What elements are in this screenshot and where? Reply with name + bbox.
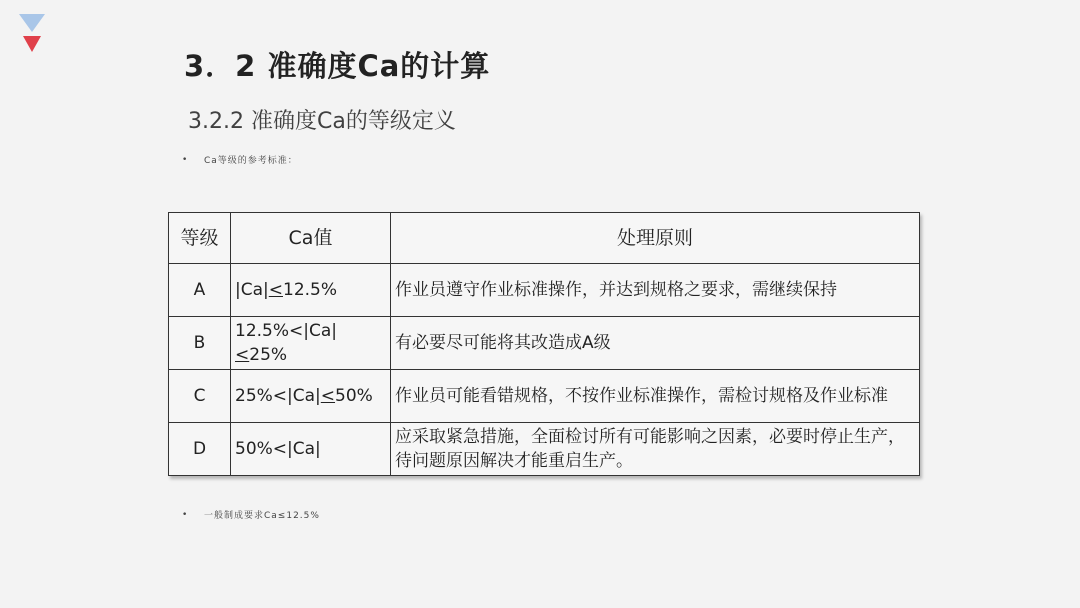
table-header-row (169, 213, 920, 264)
bullet-text: 一般制成要求Ca≤12.5% (204, 511, 320, 521)
principle-cell: 作业员遵守作业标准操作，并达到规格之要求，需继续保持 (391, 264, 920, 317)
ca-value-cell: 25%<|Ca|<50% (231, 370, 391, 423)
bullet-reference (182, 153, 298, 166)
logo-icon (19, 14, 45, 54)
principle-cell: 有必要尽可能将其改造成A级 (391, 317, 920, 370)
grade-cell: D (169, 423, 231, 476)
ca-value-cell: 12.5%<|Ca|<25% (231, 317, 391, 370)
bullet-requirement (182, 508, 320, 521)
table-row (169, 317, 920, 370)
ca-grade-table (168, 212, 920, 476)
principle-cell: 应采取紧急措施，全面检讨所有可能影响之因素，必要时停止生产，待问题原因解决才能重启生产。 (391, 423, 920, 476)
page-title: 3．2 准确度Ca的计算 (184, 49, 491, 83)
section-subtitle: 3.2.2 准确度Ca的等级定义 (188, 109, 456, 134)
table-row (169, 423, 920, 476)
principle-cell: 作业员可能看错规格，不按作业标准操作，需检讨规格及作业标准 (391, 370, 920, 423)
grade-cell: B (169, 317, 231, 370)
header-principle: 处理原则 (391, 213, 920, 264)
bullet-text: Ca等级的参考标准： (204, 156, 298, 166)
grade-cell: A (169, 264, 231, 317)
bullet-dot: • (182, 154, 189, 165)
header-grade: 等级 (169, 213, 231, 264)
table-row (169, 264, 920, 317)
grade-cell: C (169, 370, 231, 423)
ca-value-cell: |Ca|<12.5% (231, 264, 391, 317)
ca-value-cell: 50%<|Ca| (231, 423, 391, 476)
header-ca-value: Ca值 (231, 213, 391, 264)
table-row (169, 370, 920, 423)
bullet-dot: • (182, 509, 189, 520)
